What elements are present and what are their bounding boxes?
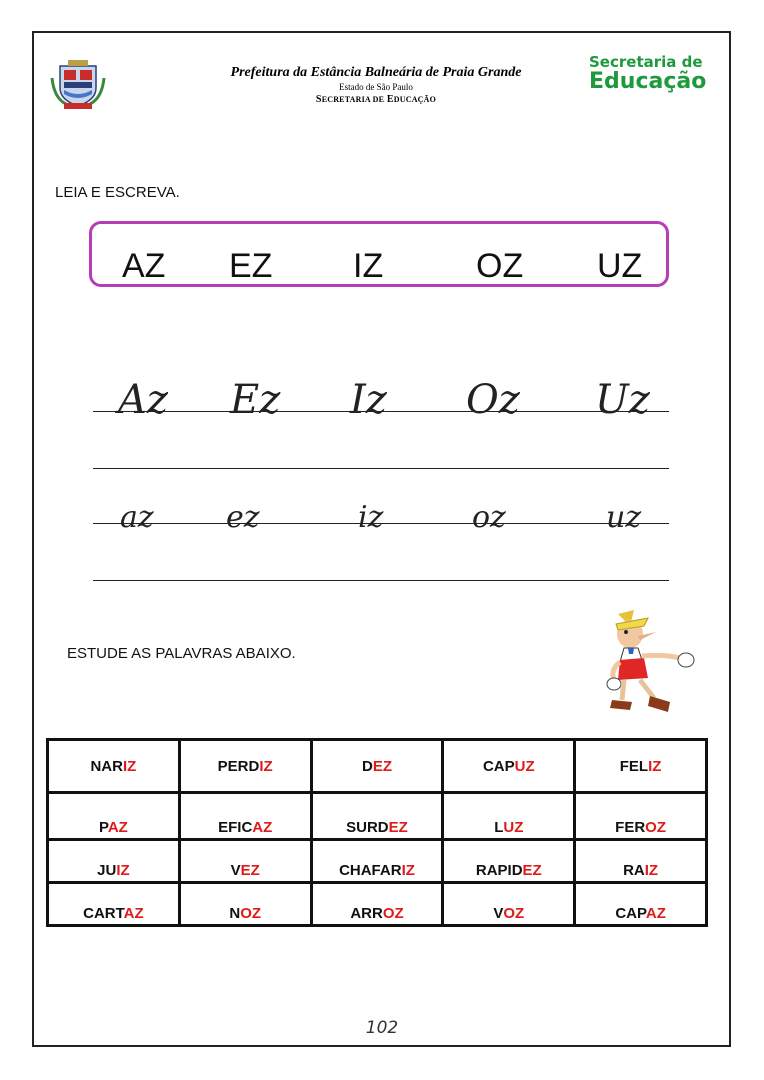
word-prefix: L xyxy=(494,819,504,836)
instruction-study-words: ESTUDE AS PALAVRAS ABAIXO. xyxy=(67,645,296,662)
word-prefix: CHAFAR xyxy=(339,862,402,879)
header-subtitle: Estado de São Paulo xyxy=(339,82,413,92)
word-highlight: OZ xyxy=(240,905,262,922)
cursive-lower-uz: uz xyxy=(606,500,642,535)
page-number: 102 xyxy=(365,1018,399,1038)
word-prefix: JU xyxy=(97,862,117,879)
word-highlight: IZ xyxy=(648,757,662,775)
pinocchio-illustration xyxy=(604,604,704,720)
word-prefix: CART xyxy=(83,905,124,922)
word-cell xyxy=(575,740,707,793)
header-department: SECRETARIA DE EDUCAÇÃO xyxy=(315,94,437,105)
word-cell xyxy=(311,740,443,793)
word-prefix: SURD xyxy=(346,819,389,836)
table-row xyxy=(48,883,707,926)
word-cell xyxy=(311,883,443,926)
word-highlight: IZ xyxy=(644,862,659,879)
header-title: Prefeitura da Estância Balneária de Praia Grande xyxy=(230,65,522,80)
words-table xyxy=(46,738,708,927)
word-cell xyxy=(575,883,707,926)
word-prefix: V xyxy=(230,862,241,879)
secretaria-logo xyxy=(589,54,709,96)
word-cell xyxy=(443,883,575,926)
word-prefix: ARR xyxy=(350,905,383,922)
word-highlight: IZ xyxy=(259,757,273,775)
syllable-iz: IZ xyxy=(353,247,384,285)
municipal-crest-icon xyxy=(50,58,106,110)
word-highlight: AZ xyxy=(123,905,144,922)
word-cell xyxy=(443,840,575,883)
word-cell xyxy=(48,793,180,840)
syllable-az: AZ xyxy=(122,247,166,285)
word-highlight: UZ xyxy=(503,819,524,836)
word-highlight: IZ xyxy=(401,862,415,879)
word-highlight: UZ xyxy=(514,757,535,775)
word-cell xyxy=(443,793,575,840)
word-cell xyxy=(179,883,311,926)
word-prefix: V xyxy=(493,905,504,922)
word-prefix: N xyxy=(229,905,241,922)
word-prefix: RA xyxy=(623,862,645,879)
word-highlight: AZ xyxy=(645,905,666,922)
word-cell xyxy=(179,840,311,883)
word-prefix: EFIC xyxy=(218,819,253,836)
cursive-upper-uz: Uz xyxy=(595,377,650,423)
cursive-lower-ez: ez xyxy=(226,500,260,535)
word-cell xyxy=(179,793,311,840)
word-highlight: IZ xyxy=(122,757,137,775)
cursive-lower-az: az xyxy=(120,500,154,535)
word-cell xyxy=(311,793,443,840)
word-prefix: FEL xyxy=(619,757,649,775)
word-highlight: IZ xyxy=(116,862,130,879)
cursive-upper-iz: Iz xyxy=(350,377,387,423)
cursive-upper-ez: Ez xyxy=(230,377,281,423)
writing-line-4 xyxy=(93,580,669,581)
word-cell xyxy=(575,840,707,883)
table-row xyxy=(48,740,707,793)
cursive-upper-az: Az xyxy=(118,377,168,423)
word-prefix: P xyxy=(98,819,108,836)
word-prefix: CAP xyxy=(482,757,515,775)
word-prefix: FER xyxy=(615,819,646,836)
logo-line1: Secretaria de xyxy=(589,53,703,71)
word-cell xyxy=(179,740,311,793)
table-row xyxy=(48,793,707,840)
word-highlight: EZ xyxy=(522,862,542,879)
word-highlight: OZ xyxy=(382,905,404,922)
writing-line-2 xyxy=(93,468,669,469)
word-prefix: NAR xyxy=(90,757,123,775)
syllable-oz: OZ xyxy=(476,247,524,285)
table-row xyxy=(48,840,707,883)
header-block xyxy=(180,64,572,107)
word-cell xyxy=(48,740,180,793)
word-prefix: PERD xyxy=(217,757,260,775)
word-highlight: AZ xyxy=(107,819,128,836)
word-cell xyxy=(48,883,180,926)
logo-line2: Educação xyxy=(589,69,707,94)
word-highlight: EZ xyxy=(388,819,408,836)
word-cell xyxy=(311,840,443,883)
word-highlight: OZ xyxy=(645,819,667,836)
word-cell xyxy=(48,840,180,883)
word-highlight: OZ xyxy=(503,905,525,922)
word-highlight: EZ xyxy=(372,757,392,775)
cursive-upper-oz: Oz xyxy=(466,377,520,423)
word-highlight: EZ xyxy=(240,862,260,879)
syllable-uz: UZ xyxy=(597,247,643,285)
word-prefix: CAP xyxy=(615,905,646,922)
cursive-lower-iz: iz xyxy=(358,500,384,535)
instruction-read-write: LEIA E ESCREVA. xyxy=(55,184,180,201)
cursive-lower-oz: oz xyxy=(472,500,506,535)
word-highlight: AZ xyxy=(252,819,273,836)
word-cell xyxy=(575,793,707,840)
word-prefix: D xyxy=(361,757,373,775)
syllable-ez: EZ xyxy=(229,247,273,285)
word-cell xyxy=(443,740,575,793)
word-prefix: RAPID xyxy=(475,862,523,879)
